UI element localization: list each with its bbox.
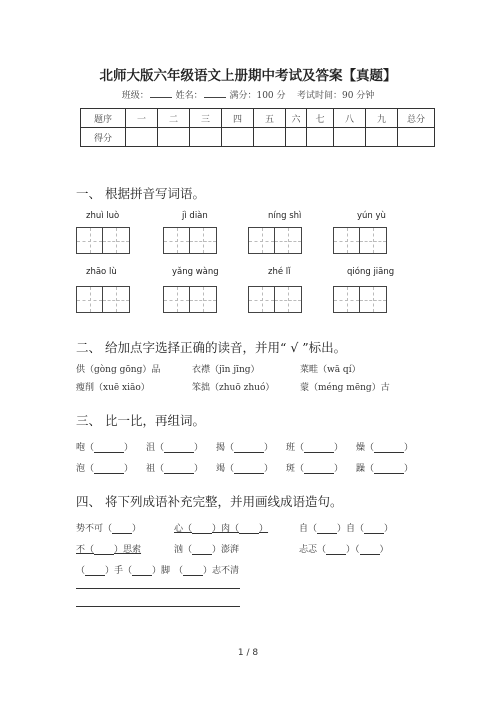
score-header-cell: 六	[286, 109, 307, 128]
pinyin-label: yǎng wàng	[172, 267, 219, 277]
idiom-text: ）	[384, 524, 394, 534]
idiom-text: ）志不清	[203, 566, 240, 576]
answer-blank[interactable]	[239, 524, 259, 534]
writing-grid[interactable]	[163, 227, 217, 254]
idiom-text: ）思索	[114, 545, 142, 555]
pinyin-label: zhé lǐ	[268, 267, 291, 277]
idiom-text: ）脚	[152, 566, 171, 576]
idiom-text: 汹（	[174, 545, 193, 555]
compare-char: 咆（	[76, 443, 95, 453]
idiom-item[interactable]	[174, 542, 239, 555]
char-cell[interactable]	[76, 227, 103, 254]
document-title: 北师大版六年级语文上册期中考试及答案【真题】	[99, 68, 397, 84]
char-cell[interactable]	[360, 227, 387, 254]
score-input-cell[interactable]	[158, 128, 190, 147]
idiom-text: 心（	[174, 524, 193, 534]
answer-blank[interactable]	[360, 545, 380, 555]
writing-grid[interactable]	[333, 286, 387, 313]
full-score: 满分：100 分	[229, 91, 286, 101]
idiom-text: 不（	[76, 545, 95, 555]
score-input-cell[interactable]	[254, 128, 286, 147]
score-header-cell: 三	[190, 109, 222, 128]
idiom-item[interactable]	[299, 521, 393, 534]
score-input-cell[interactable]	[222, 128, 254, 147]
idiom-text: 忐忑（	[299, 545, 327, 555]
score-header-cell: 七	[307, 109, 334, 128]
name-label: 姓名：	[175, 91, 203, 101]
idiom-text: ）	[379, 545, 389, 555]
answer-blank[interactable]	[112, 524, 132, 534]
score-table-header-row	[81, 109, 435, 128]
writing-grid[interactable]	[163, 286, 217, 313]
char-cell[interactable]	[333, 286, 360, 313]
idiom-item-underlined[interactable]	[76, 542, 141, 555]
reading-choice[interactable]: 菜畦（wā qí）	[300, 365, 361, 375]
compare-item[interactable]	[356, 440, 413, 453]
exam-time: 考试时间：90 分钟	[296, 91, 375, 101]
compare-char: 躁（	[356, 464, 375, 474]
char-cell[interactable]	[248, 227, 275, 254]
compare-item[interactable]	[146, 440, 203, 453]
compare-close: ）	[334, 443, 344, 453]
answer-blank[interactable]	[364, 524, 384, 534]
compare-item[interactable]	[286, 440, 343, 453]
score-header-cell: 题序	[81, 109, 126, 128]
idiom-item-underlined[interactable]	[174, 521, 268, 534]
answer-blank[interactable]	[183, 566, 203, 576]
answer-blank[interactable]	[374, 464, 404, 474]
score-header-cell: 四	[222, 109, 254, 128]
idiom-text: （	[76, 566, 86, 576]
idiom-item[interactable]	[299, 542, 389, 555]
idiom-text: 自（	[299, 524, 318, 534]
score-input-cell[interactable]	[190, 128, 222, 147]
idiom-text: （	[174, 566, 184, 576]
score-header-cell: 二	[158, 109, 190, 128]
reading-choice[interactable]: 蒙（méng mēng）古	[300, 383, 390, 393]
reading-choice[interactable]: 瘦削（xuē xiāo）	[76, 383, 150, 393]
char-cell[interactable]	[275, 227, 302, 254]
pinyin-label: jì diàn	[182, 211, 208, 221]
idiom-text: 势不可（	[76, 524, 113, 534]
compare-close: ）	[124, 443, 134, 453]
score-header-cell: 总分	[398, 109, 435, 128]
pinyin-label: zhāo lù	[86, 267, 117, 277]
answer-blank[interactable]	[192, 545, 212, 555]
section4-heading: 四、 将下列成语补充完整，并用画线成语造句。	[76, 494, 343, 509]
char-cell[interactable]	[103, 227, 130, 254]
compare-char: 班（	[286, 443, 305, 453]
answer-blank[interactable]	[94, 545, 114, 555]
section2-heading: 二、 给加点字选择正确的读音，并用“ √ ”标出。	[76, 340, 347, 355]
score-input-cell[interactable]	[398, 128, 435, 147]
score-input-cell[interactable]	[126, 128, 158, 147]
compare-close: ）	[264, 443, 274, 453]
sentence-answer-line[interactable]	[76, 606, 240, 607]
pinyin-label: qióng jiāng	[347, 267, 395, 277]
reading-choice[interactable]: 笨拙（zhuō zhuó）	[192, 383, 275, 393]
compare-char: 沮（	[146, 443, 165, 453]
idiom-text: ）手（	[105, 566, 133, 576]
writing-grid[interactable]	[76, 227, 130, 254]
char-cell[interactable]	[76, 286, 103, 313]
idiom-text: ）澎湃	[212, 545, 240, 555]
pinyin-label: yún yù	[357, 211, 386, 221]
section3-heading: 三、 比一比，再组词。	[76, 413, 205, 428]
class-blank	[150, 89, 172, 98]
section1-heading: 一、 根据拼音写词语。	[76, 186, 205, 201]
reading-choice[interactable]: 衣襟（jīn jīng）	[192, 365, 260, 375]
compare-item[interactable]	[76, 461, 133, 474]
sentence-answer-line[interactable]	[76, 588, 240, 589]
answer-blank[interactable]	[85, 566, 105, 576]
reading-choice[interactable]: 供（gòng gōng）品	[76, 365, 161, 375]
idiom-text: ）	[132, 524, 142, 534]
compare-char: 斑（	[286, 464, 305, 474]
idiom-text: ）自（	[337, 524, 365, 534]
name-blank	[204, 89, 226, 98]
answer-blank[interactable]	[304, 464, 334, 474]
compare-char: 祖（	[146, 464, 165, 474]
writing-grid[interactable]	[248, 227, 302, 254]
answer-blank[interactable]	[132, 566, 152, 576]
writing-grid[interactable]	[76, 286, 130, 313]
compare-char: 竭（	[216, 464, 235, 474]
compare-close: ）	[264, 464, 274, 474]
idiom-item[interactable]	[174, 563, 239, 576]
page-number: 1 / 8	[237, 648, 259, 658]
answer-blank[interactable]	[326, 545, 346, 555]
answer-blank[interactable]	[234, 443, 264, 453]
compare-item[interactable]	[216, 440, 273, 453]
score-header-cell: 一	[126, 109, 158, 128]
pinyin-label: níng shì	[268, 211, 302, 221]
compare-item[interactable]	[356, 461, 413, 474]
idiom-text: ）（	[346, 545, 360, 555]
writing-grid[interactable]	[248, 286, 302, 313]
compare-close: ）	[334, 464, 344, 474]
compare-char: 揭（	[216, 443, 235, 453]
idiom-text: ）	[259, 524, 269, 534]
score-row-label: 得分	[81, 128, 126, 147]
char-cell[interactable]	[190, 286, 217, 313]
score-header-cell: 八	[334, 109, 366, 128]
char-cell[interactable]	[360, 286, 387, 313]
score-input-cell[interactable]	[307, 128, 334, 147]
char-cell[interactable]	[190, 227, 217, 254]
score-header-cell: 五	[254, 109, 286, 128]
char-cell[interactable]	[333, 227, 360, 254]
idiom-item[interactable]	[76, 563, 170, 576]
compare-close: ）	[404, 443, 414, 453]
char-cell[interactable]	[248, 286, 275, 313]
char-cell[interactable]	[163, 227, 190, 254]
compare-close: ）	[404, 464, 414, 474]
answer-blank[interactable]	[164, 443, 194, 453]
score-input-cell[interactable]	[334, 128, 366, 147]
char-cell[interactable]	[163, 286, 190, 313]
answer-blank[interactable]	[234, 464, 264, 474]
pinyin-label: zhuì luò	[86, 211, 120, 221]
idiom-text: ）肉（	[212, 524, 240, 534]
class-label: 班级：	[121, 91, 149, 101]
answer-blank[interactable]	[374, 443, 404, 453]
char-cell[interactable]	[275, 286, 302, 313]
answer-blank[interactable]	[164, 464, 194, 474]
score-header-cell: 九	[366, 109, 398, 128]
answer-blank[interactable]	[317, 524, 337, 534]
score-input-cell[interactable]	[286, 128, 307, 147]
compare-item[interactable]	[216, 461, 273, 474]
compare-item[interactable]	[146, 461, 203, 474]
answer-blank[interactable]	[192, 524, 212, 534]
exam-meta	[0, 88, 496, 101]
compare-item[interactable]	[76, 440, 133, 453]
score-table-score-row	[81, 128, 435, 147]
answer-blank[interactable]	[304, 443, 334, 453]
score-table	[80, 108, 435, 147]
answer-blank[interactable]	[94, 464, 124, 474]
compare-close: ）	[194, 443, 204, 453]
score-input-cell[interactable]	[366, 128, 398, 147]
answer-blank[interactable]	[94, 443, 124, 453]
compare-close: ）	[194, 464, 204, 474]
compare-item[interactable]	[286, 461, 343, 474]
writing-grid[interactable]	[333, 227, 387, 254]
char-cell[interactable]	[103, 286, 130, 313]
compare-char: 燥（	[356, 443, 375, 453]
compare-close: ）	[124, 464, 134, 474]
idiom-item[interactable]	[76, 521, 141, 534]
compare-char: 泡（	[76, 464, 95, 474]
